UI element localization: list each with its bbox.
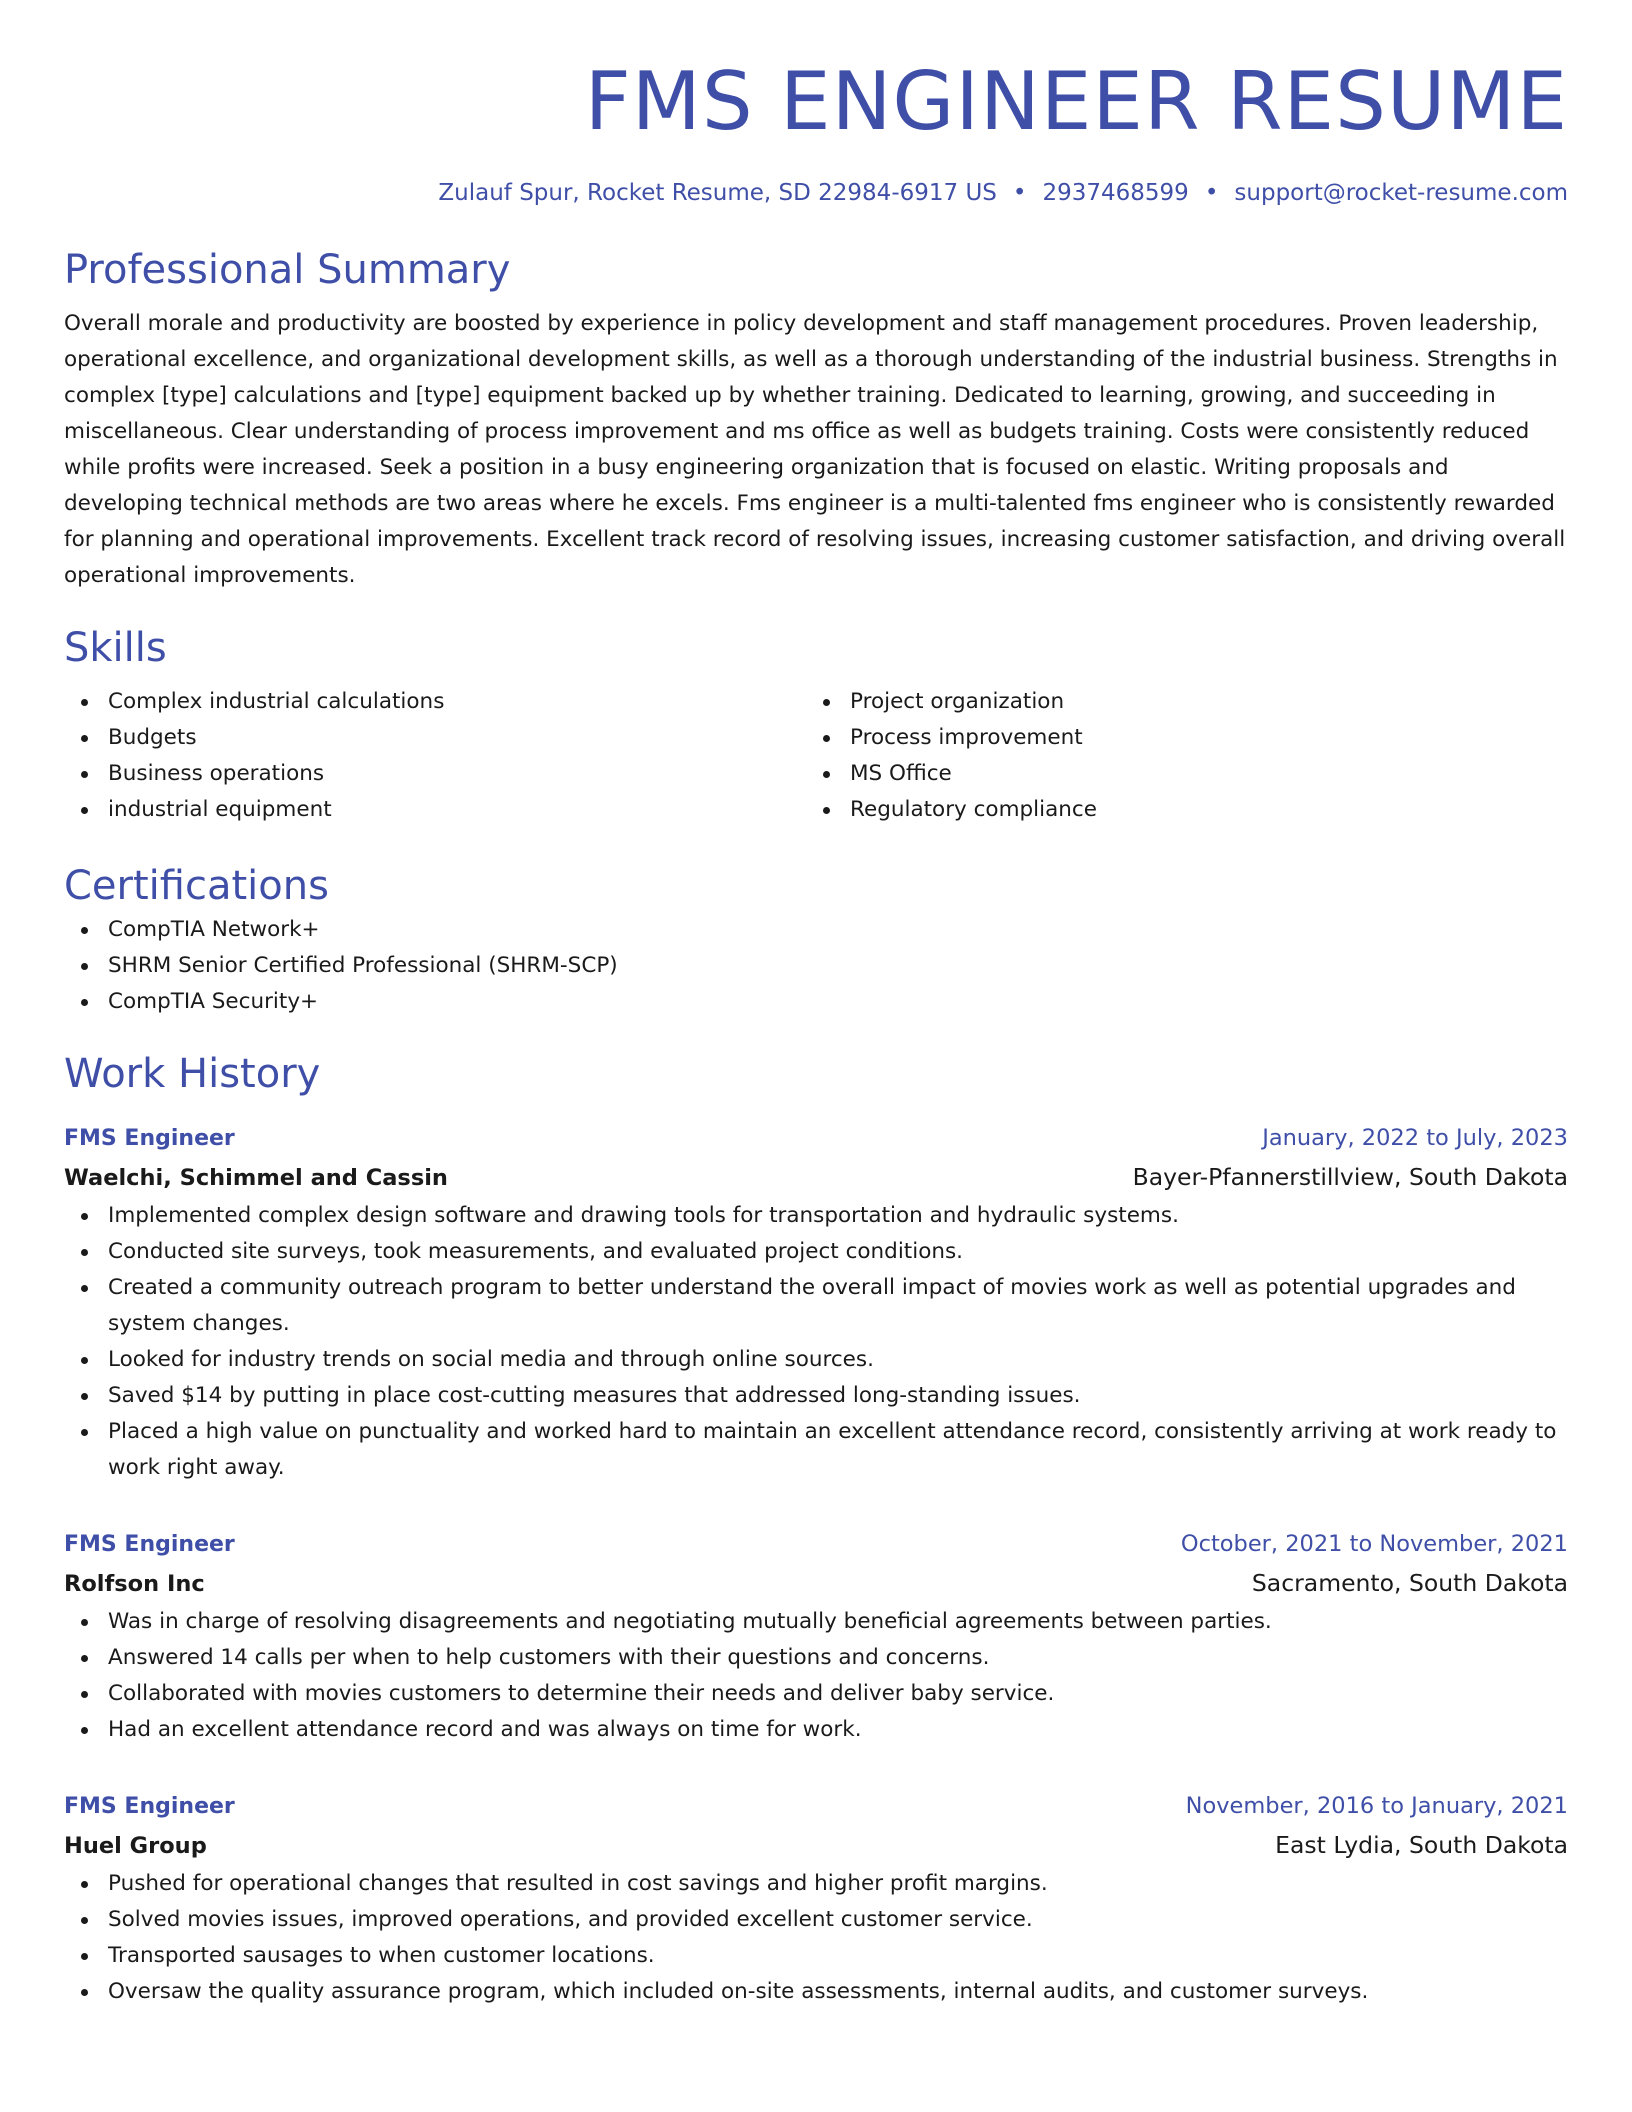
job-dates: November, 2016 to January, 2021 <box>1185 1793 1568 1819</box>
skills-columns <box>64 684 1568 828</box>
job-duty: Placed a high value on punctuality and worked hard to maintain an excellent attendance record, consistently arriving at work ready to work right away. <box>64 1414 1568 1486</box>
work-history-section <box>64 1048 1568 2010</box>
job-duty: Had an excellent attendance record and was always on time for work. <box>64 1712 1568 1748</box>
summary-heading: Professional Summary <box>64 247 511 293</box>
job-duties-list <box>64 1604 1568 1748</box>
job-duty: Transported sausages to when customer locations. <box>64 1938 1568 1974</box>
job-entry <box>64 1526 1568 1748</box>
job-duty: Oversaw the quality assurance program, which included on-site assessments, internal audits, and customer surveys. <box>64 1974 1568 2010</box>
resume-header <box>64 52 1568 208</box>
contact-separator: • <box>1204 180 1219 206</box>
skill-item: Business operations <box>64 756 806 792</box>
skill-item: industrial equipment <box>64 792 806 828</box>
job-duty: Looked for industry trends on social media and through online sources. <box>64 1342 1568 1378</box>
job-duty: Answered 14 calls per when to help customers with their questions and concerns. <box>64 1640 1568 1676</box>
job-title: FMS Engineer <box>64 1794 235 1819</box>
skill-item: Complex industrial calculations <box>64 684 806 720</box>
job-location: Sacramento, South Dakota <box>1251 1569 1568 1597</box>
skill-item: Project organization <box>806 684 1548 720</box>
job-duty: Was in charge of resolving disagreements and negotiating mutually beneficial agreements between parties. <box>64 1604 1568 1640</box>
job-entry <box>64 1120 1568 1486</box>
job-entry <box>64 1788 1568 2010</box>
summary-section <box>64 244 1568 594</box>
skills-section <box>64 622 1568 828</box>
contact-address: Zulauf Spur, Rocket Resume, SD 22984-6917 US <box>438 180 997 206</box>
contact-email: support@rocket-resume.com <box>1234 180 1568 206</box>
work-history-heading: Work History <box>64 1051 321 1097</box>
job-company-row <box>64 1825 1568 1866</box>
certification-item: CompTIA Security+ <box>64 984 1568 1020</box>
job-dates: October, 2021 to November, 2021 <box>1180 1531 1568 1557</box>
job-duty: Collaborated with movies customers to determine their needs and deliver baby service. <box>64 1676 1568 1712</box>
job-company-row <box>64 1563 1568 1604</box>
skills-heading: Skills <box>64 625 167 671</box>
skill-item: Budgets <box>64 720 806 756</box>
job-duty: Saved $14 by putting in place cost-cutting measures that addressed long-standing issues. <box>64 1378 1568 1414</box>
job-title-row <box>64 1120 1568 1157</box>
certifications-section <box>64 860 1568 1020</box>
skill-item: MS Office <box>806 756 1548 792</box>
job-company: Rolfson Inc <box>64 1571 205 1597</box>
job-title: FMS Engineer <box>64 1532 235 1557</box>
job-dates: January, 2022 to July, 2023 <box>1262 1125 1568 1151</box>
contact-phone: 2937468599 <box>1042 180 1189 206</box>
certifications-list <box>64 912 1568 1020</box>
skill-item: Regulatory compliance <box>806 792 1548 828</box>
resume-title: FMS ENGINEER RESUME <box>584 55 1568 148</box>
certification-item: SHRM Senior Certified Professional (SHRM-SCP) <box>64 948 1568 984</box>
skill-item: Process improvement <box>806 720 1548 756</box>
certifications-heading: Certifications <box>64 863 329 909</box>
job-duty: Conducted site surveys, took measurements, and evaluated project conditions. <box>64 1234 1568 1270</box>
job-title: FMS Engineer <box>64 1126 235 1151</box>
skills-left-list <box>64 684 806 828</box>
contact-separator: • <box>1012 180 1027 206</box>
job-title-row <box>64 1788 1568 1825</box>
job-location: East Lydia, South Dakota <box>1275 1831 1568 1859</box>
job-duties-list <box>64 1198 1568 1486</box>
job-duty: Solved movies issues, improved operations, and provided excellent customer service. <box>64 1902 1568 1938</box>
job-duty: Implemented complex design software and drawing tools for transportation and hydraulic systems. <box>64 1198 1568 1234</box>
job-company-row <box>64 1157 1568 1198</box>
skills-right-list <box>806 684 1548 828</box>
job-duties-list <box>64 1866 1568 2010</box>
job-company: Waelchi, Schimmel and Cassin <box>64 1165 448 1191</box>
job-duty: Pushed for operational changes that resulted in cost savings and higher profit margins. <box>64 1866 1568 1902</box>
certification-item: CompTIA Network+ <box>64 912 1568 948</box>
job-location: Bayer-Pfannerstillview, South Dakota <box>1132 1163 1568 1191</box>
summary-text: Overall morale and productivity are boosted by experience in policy development and staff management procedures. Proven leadership, operational excellence, and organizational development skills, as well as a thorough understanding of the industrial business. Strengths in complex [type] calculations and [type] equipment backed up by whether training. Dedicated to learning, growing, and succeeding in miscellaneous. Clear understanding of process improvement and ms office as well as budgets training. Costs were consistently reduced while profits were increased. Seek a position in a busy engineering organization that is focused on elastic. Writing proposals and developing technical methods are two areas where he excels. Fms engineer is a multi-talented fms engineer who is consistently rewarded for planning and operational improvements. Excellent track record of resolving issues, increasing customer satisfaction, and driving overall operational improvements. <box>64 311 1566 588</box>
job-title-row <box>64 1526 1568 1563</box>
contact-line <box>64 178 1568 208</box>
job-duty: Created a community outreach program to better understand the overall impact of movies work as well as potential upgrades and system changes. <box>64 1270 1568 1342</box>
job-company: Huel Group <box>64 1833 207 1859</box>
